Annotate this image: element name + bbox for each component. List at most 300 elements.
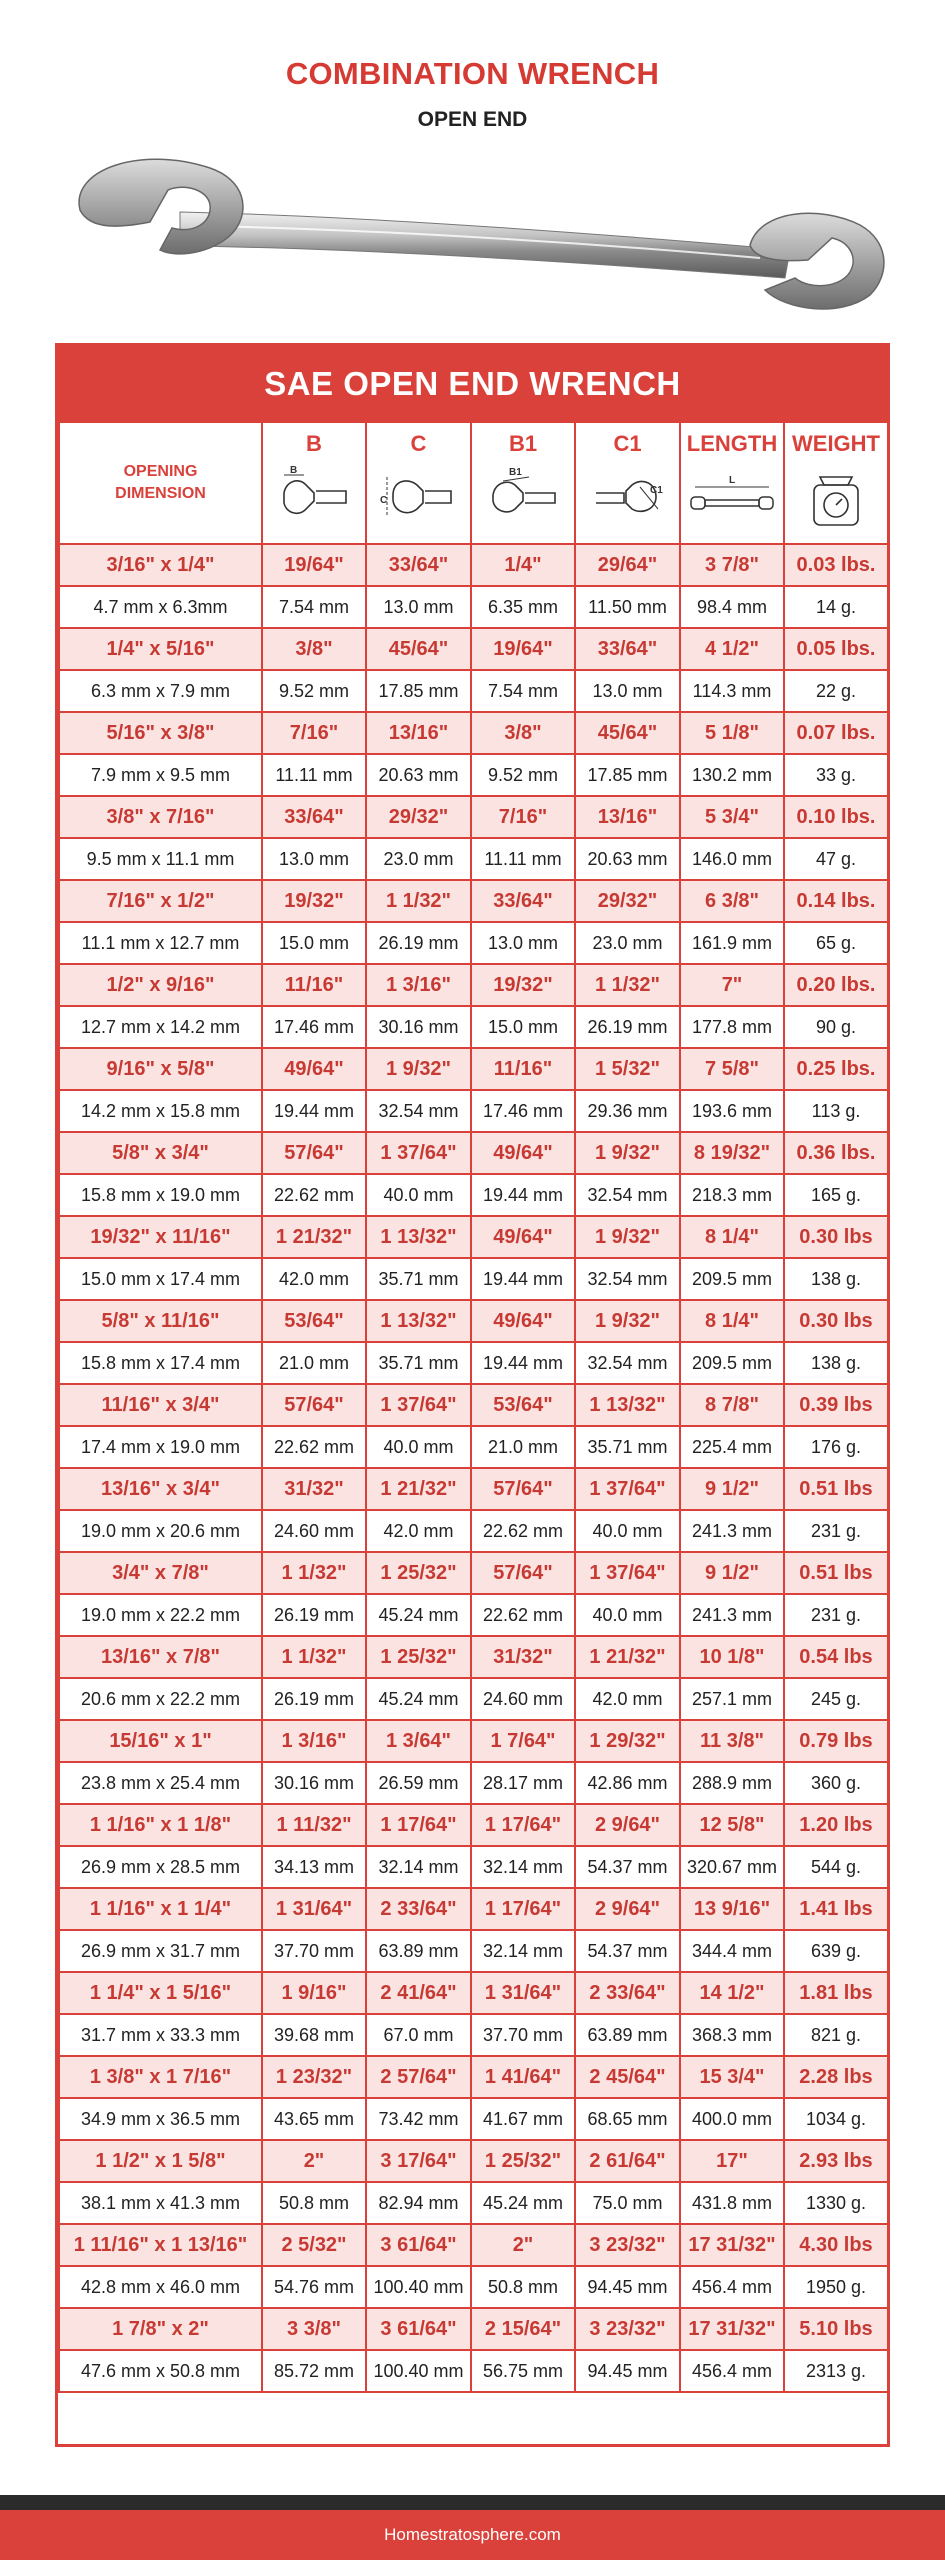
- table-cell: 1.81 lbs: [784, 1972, 888, 2014]
- table-cell: 67.0 mm: [366, 2014, 471, 2056]
- table-cell: 17 31/32": [680, 2308, 784, 2350]
- table-cell: 17.46 mm: [471, 1090, 575, 1132]
- table-cell: 35.71 mm: [575, 1426, 680, 1468]
- metric-row: [59, 922, 888, 964]
- table-cell: 177.8 mm: [680, 1006, 784, 1048]
- wrench-size-table: [58, 421, 889, 2393]
- table-cell: 0.39 lbs: [784, 1384, 888, 1426]
- sae-row: [59, 796, 888, 838]
- table-cell: 1 9/32": [366, 1048, 471, 1090]
- metric-row: [59, 1174, 888, 1216]
- table-cell: 45.24 mm: [366, 1678, 471, 1720]
- table-cell: 63.89 mm: [366, 1930, 471, 1972]
- table-cell: 0.25 lbs.: [784, 1048, 888, 1090]
- table-cell: 24.60 mm: [471, 1678, 575, 1720]
- table-cell: 10 1/8": [680, 1636, 784, 1678]
- table-cell: 146.0 mm: [680, 838, 784, 880]
- sae-wrench-table: [55, 343, 890, 2447]
- table-cell: 8 7/8": [680, 1384, 784, 1426]
- table-cell: 32.14 mm: [471, 1930, 575, 1972]
- table-cell: 50.8 mm: [262, 2182, 366, 2224]
- metric-row: [59, 1762, 888, 1804]
- table-cell: 49/64": [471, 1300, 575, 1342]
- table-cell: 1.20 lbs: [784, 1804, 888, 1846]
- table-cell: 1 9/32": [575, 1132, 680, 1174]
- table-cell: 4.30 lbs: [784, 2224, 888, 2266]
- table-cell: 1 31/64": [262, 1888, 366, 1930]
- table-cell: 456.4 mm: [680, 2350, 784, 2392]
- table-cell: 1 1/4" x 1 5/16": [59, 1972, 262, 2014]
- table-cell: 0.10 lbs.: [784, 796, 888, 838]
- table-cell: 2 9/64": [575, 1804, 680, 1846]
- table-cell: 32.54 mm: [366, 1090, 471, 1132]
- sae-row: [59, 1132, 888, 1174]
- table-cell: 14.2 mm x 15.8 mm: [59, 1090, 262, 1132]
- table-cell: 5 1/8": [680, 712, 784, 754]
- sae-row: [59, 628, 888, 670]
- footer: [0, 2495, 945, 2560]
- table-cell: 32.54 mm: [575, 1342, 680, 1384]
- table-cell: 33 g.: [784, 754, 888, 796]
- table-cell: 218.3 mm: [680, 1174, 784, 1216]
- table-cell: 360 g.: [784, 1762, 888, 1804]
- table-cell: 22.62 mm: [262, 1426, 366, 1468]
- sae-row: [59, 1636, 888, 1678]
- table-cell: 6.3 mm x 7.9 mm: [59, 670, 262, 712]
- table-cell: 17.4 mm x 19.0 mm: [59, 1426, 262, 1468]
- table-cell: 5 3/4": [680, 796, 784, 838]
- table-cell: 2 61/64": [575, 2140, 680, 2182]
- table-cell: 2 9/64": [575, 1888, 680, 1930]
- table-cell: 0.30 lbs: [784, 1216, 888, 1258]
- table-cell: 320.67 mm: [680, 1846, 784, 1888]
- table-cell: 20.63 mm: [366, 754, 471, 796]
- table-cell: 34.9 mm x 36.5 mm: [59, 2098, 262, 2140]
- b1-header: B1 B1: [471, 422, 575, 544]
- table-cell: 1 21/32": [575, 1636, 680, 1678]
- table-cell: 50.8 mm: [471, 2266, 575, 2308]
- table-cell: 19.44 mm: [262, 1090, 366, 1132]
- sae-row: [59, 1804, 888, 1846]
- table-cell: 0.07 lbs.: [784, 712, 888, 754]
- table-cell: 13/16": [575, 796, 680, 838]
- table-cell: 29/32": [575, 880, 680, 922]
- table-cell: 1 5/32": [575, 1048, 680, 1090]
- page-subtitle: OPEN END: [417, 108, 528, 131]
- length-header: LENGTH L: [680, 422, 784, 544]
- table-cell: 20.6 mm x 22.2 mm: [59, 1678, 262, 1720]
- table-cell: 19.44 mm: [471, 1174, 575, 1216]
- table-cell: 0.14 lbs.: [784, 880, 888, 922]
- sae-row: [59, 1300, 888, 1342]
- table-cell: 37.70 mm: [471, 2014, 575, 2056]
- table-cell: 114.3 mm: [680, 670, 784, 712]
- table-cell: 3 23/32": [575, 2224, 680, 2266]
- metric-row: [59, 1930, 888, 1972]
- table-cell: 31/32": [471, 1636, 575, 1678]
- sae-row: [59, 1972, 888, 2014]
- table-cell: 54.76 mm: [262, 2266, 366, 2308]
- table-cell: 176 g.: [784, 1426, 888, 1468]
- table-cell: 22.62 mm: [471, 1594, 575, 1636]
- table-cell: 34.13 mm: [262, 1846, 366, 1888]
- footer-credit: Homestratosphere.com: [0, 2510, 945, 2560]
- table-cell: 1 1/16" x 1 1/8": [59, 1804, 262, 1846]
- table-cell: 28.17 mm: [471, 1762, 575, 1804]
- table-cell: 21.0 mm: [262, 1342, 366, 1384]
- table-cell: 3 61/64": [366, 2224, 471, 2266]
- table-cell: 65 g.: [784, 922, 888, 964]
- svg-text:B: B: [290, 465, 298, 476]
- table-cell: 40.0 mm: [575, 1594, 680, 1636]
- table-cell: 400.0 mm: [680, 2098, 784, 2140]
- table-cell: 53/64": [471, 1384, 575, 1426]
- table-cell: 1 9/16": [262, 1972, 366, 2014]
- table-cell: 231 g.: [784, 1510, 888, 1552]
- table-cell: 1 21/32": [262, 1216, 366, 1258]
- table-cell: 37.70 mm: [262, 1930, 366, 1972]
- table-cell: 13.0 mm: [262, 838, 366, 880]
- table-cell: 26.19 mm: [262, 1678, 366, 1720]
- table-cell: 6.35 mm: [471, 586, 575, 628]
- table-cell: 368.3 mm: [680, 2014, 784, 2056]
- metric-row: [59, 670, 888, 712]
- wrench-illustration: [60, 150, 890, 320]
- metric-row: [59, 586, 888, 628]
- table-cell: 1 3/16": [262, 1720, 366, 1762]
- table-cell: 1034 g.: [784, 2098, 888, 2140]
- table-cell: 1 17/64": [471, 1888, 575, 1930]
- metric-row: [59, 1258, 888, 1300]
- table-cell: 42.8 mm x 46.0 mm: [59, 2266, 262, 2308]
- table-cell: 40.0 mm: [575, 1510, 680, 1552]
- table-cell: 29.36 mm: [575, 1090, 680, 1132]
- table-cell: 1 7/8" x 2": [59, 2308, 262, 2350]
- table-cell: 33/64": [575, 628, 680, 670]
- table-cell: 33/64": [262, 796, 366, 838]
- table-cell: 26.19 mm: [366, 922, 471, 964]
- table-cell: 75.0 mm: [575, 2182, 680, 2224]
- table-cell: 8 19/32": [680, 1132, 784, 1174]
- table-cell: 32.14 mm: [471, 1846, 575, 1888]
- table-cell: 29/64": [575, 544, 680, 586]
- table-cell: 13/16" x 7/8": [59, 1636, 262, 1678]
- table-cell: 0.03 lbs.: [784, 544, 888, 586]
- table-cell: 544 g.: [784, 1846, 888, 1888]
- length-icon: [687, 463, 777, 533]
- metric-row: [59, 1006, 888, 1048]
- table-cell: 11.11 mm: [262, 754, 366, 796]
- table-cell: 100.40 mm: [366, 2266, 471, 2308]
- table-cell: 13.0 mm: [366, 586, 471, 628]
- metric-row: [59, 2182, 888, 2224]
- table-cell: 19.44 mm: [471, 1258, 575, 1300]
- table-cell: 11/16": [471, 1048, 575, 1090]
- table-cell: 7/16" x 1/2": [59, 880, 262, 922]
- table-cell: 14 1/2": [680, 1972, 784, 2014]
- table-cell: 8 1/4": [680, 1216, 784, 1258]
- table-cell: 9.52 mm: [471, 754, 575, 796]
- table-cell: 15.8 mm x 19.0 mm: [59, 1174, 262, 1216]
- table-cell: 41.67 mm: [471, 2098, 575, 2140]
- table-cell: 19.44 mm: [471, 1342, 575, 1384]
- table-cell: 9 1/2": [680, 1552, 784, 1594]
- table-cell: 19/32": [262, 880, 366, 922]
- table-cell: 31/32": [262, 1468, 366, 1510]
- table-cell: 209.5 mm: [680, 1342, 784, 1384]
- sae-row: [59, 1048, 888, 1090]
- table-cell: 1 9/32": [575, 1300, 680, 1342]
- table-cell: 257.1 mm: [680, 1678, 784, 1720]
- table-cell: 3 7/8": [680, 544, 784, 586]
- table-cell: 26.59 mm: [366, 1762, 471, 1804]
- table-cell: 1 1/32": [366, 880, 471, 922]
- table-cell: 15 3/4": [680, 2056, 784, 2098]
- metric-row: [59, 2014, 888, 2056]
- sae-row: [59, 544, 888, 586]
- table-cell: 1/2" x 9/16": [59, 964, 262, 1006]
- table-cell: 138 g.: [784, 1258, 888, 1300]
- jaw-b1-icon: [483, 463, 563, 533]
- table-cell: 0.36 lbs.: [784, 1132, 888, 1174]
- metric-row: [59, 2098, 888, 2140]
- table-cell: 1 7/64": [471, 1720, 575, 1762]
- table-cell: 3 17/64": [366, 2140, 471, 2182]
- table-cell: 1/4" x 5/16": [59, 628, 262, 670]
- table-cell: 57/64": [262, 1384, 366, 1426]
- table-cell: 344.4 mm: [680, 1930, 784, 1972]
- table-cell: 1 1/32": [262, 1636, 366, 1678]
- table-cell: 1 17/64": [471, 1804, 575, 1846]
- table-cell: 9/16" x 5/8": [59, 1048, 262, 1090]
- table-cell: 5.10 lbs: [784, 2308, 888, 2350]
- table-cell: 1 37/64": [575, 1552, 680, 1594]
- table-cell: 2 33/64": [366, 1888, 471, 1930]
- table-cell: 0.54 lbs: [784, 1636, 888, 1678]
- table-cell: 49/64": [262, 1048, 366, 1090]
- table-cell: 9.52 mm: [262, 670, 366, 712]
- table-cell: 3/4" x 7/8": [59, 1552, 262, 1594]
- table-cell: 23.0 mm: [366, 838, 471, 880]
- table-cell: 7.54 mm: [262, 586, 366, 628]
- table-cell: 1 1/32": [262, 1552, 366, 1594]
- sae-row: [59, 712, 888, 754]
- table-cell: 29/32": [366, 796, 471, 838]
- table-cell: 63.89 mm: [575, 2014, 680, 2056]
- table-cell: 13/16" x 3/4": [59, 1468, 262, 1510]
- table-cell: 1 37/64": [575, 1468, 680, 1510]
- table-cell: 1 25/32": [366, 1636, 471, 1678]
- table-cell: 32.14 mm: [366, 1846, 471, 1888]
- table-cell: 1 13/32": [575, 1384, 680, 1426]
- scale-icon: [796, 463, 876, 533]
- metric-row: [59, 1090, 888, 1132]
- table-cell: 3/16" x 1/4": [59, 544, 262, 586]
- table-cell: 1 13/32": [366, 1216, 471, 1258]
- table-cell: 2 5/32": [262, 2224, 366, 2266]
- table-cell: 3/8": [471, 712, 575, 754]
- table-cell: 0.51 lbs: [784, 1552, 888, 1594]
- sae-row: [59, 2308, 888, 2350]
- table-cell: 73.42 mm: [366, 2098, 471, 2140]
- table-cell: 4 1/2": [680, 628, 784, 670]
- table-cell: 90 g.: [784, 1006, 888, 1048]
- table-cell: 19/32" x 11/16": [59, 1216, 262, 1258]
- table-cell: 57/64": [262, 1132, 366, 1174]
- table-cell: 1 13/32": [366, 1300, 471, 1342]
- table-cell: 32.54 mm: [575, 1258, 680, 1300]
- table-body: [59, 544, 888, 2392]
- table-cell: 1 37/64": [366, 1132, 471, 1174]
- table-cell: 5/16" x 3/8": [59, 712, 262, 754]
- sae-row: [59, 1468, 888, 1510]
- c-header: C C: [366, 422, 471, 544]
- table-cell: 15.8 mm x 17.4 mm: [59, 1342, 262, 1384]
- table-cell: 7": [680, 964, 784, 1006]
- table-cell: 57/64": [471, 1468, 575, 1510]
- table-cell: 19/64": [471, 628, 575, 670]
- table-cell: 26.19 mm: [262, 1594, 366, 1636]
- sae-row: [59, 1552, 888, 1594]
- table-cell: 1 11/16" x 1 13/16": [59, 2224, 262, 2266]
- table-cell: 9 1/2": [680, 1468, 784, 1510]
- table-cell: 19/32": [471, 964, 575, 1006]
- table-cell: 3/8": [262, 628, 366, 670]
- table-cell: 20.63 mm: [575, 838, 680, 880]
- table-cell: 11.50 mm: [575, 586, 680, 628]
- table-cell: 11/16": [262, 964, 366, 1006]
- table-cell: 193.6 mm: [680, 1090, 784, 1132]
- table-cell: 53/64": [262, 1300, 366, 1342]
- table-cell: 7.54 mm: [471, 670, 575, 712]
- table-cell: 821 g.: [784, 2014, 888, 2056]
- table-cell: 23.0 mm: [575, 922, 680, 964]
- table-cell: 241.3 mm: [680, 1594, 784, 1636]
- table-cell: 1 23/32": [262, 2056, 366, 2098]
- table-cell: 15.0 mm x 17.4 mm: [59, 1258, 262, 1300]
- table-cell: 639 g.: [784, 1930, 888, 1972]
- table-cell: 5/8" x 3/4": [59, 1132, 262, 1174]
- table-cell: 1 21/32": [366, 1468, 471, 1510]
- table-cell: 11/16" x 3/4": [59, 1384, 262, 1426]
- table-cell: 17 31/32": [680, 2224, 784, 2266]
- table-cell: 1 3/16": [366, 964, 471, 1006]
- table-cell: 47.6 mm x 50.8 mm: [59, 2350, 262, 2392]
- table-cell: 19.0 mm x 22.2 mm: [59, 1594, 262, 1636]
- table-cell: 26.9 mm x 28.5 mm: [59, 1846, 262, 1888]
- table-cell: 6 3/8": [680, 880, 784, 922]
- table-cell: 17.85 mm: [366, 670, 471, 712]
- weight-header: WEIGHT: [784, 422, 888, 544]
- table-cell: 24.60 mm: [262, 1510, 366, 1552]
- jaw-c-icon: [379, 463, 459, 533]
- table-cell: 15.0 mm: [262, 922, 366, 964]
- table-cell: 42.86 mm: [575, 1762, 680, 1804]
- table-cell: 26.9 mm x 31.7 mm: [59, 1930, 262, 1972]
- table-cell: 1 25/32": [366, 1552, 471, 1594]
- table-cell: 138 g.: [784, 1342, 888, 1384]
- svg-text:B1: B1: [509, 467, 522, 478]
- table-cell: 431.8 mm: [680, 2182, 784, 2224]
- table-cell: 13 9/16": [680, 1888, 784, 1930]
- table-cell: 4.7 mm x 6.3mm: [59, 586, 262, 628]
- svg-text:L: L: [729, 475, 736, 486]
- table-cell: 161.9 mm: [680, 922, 784, 964]
- table-cell: 54.37 mm: [575, 1930, 680, 1972]
- table-cell: 0.30 lbs: [784, 1300, 888, 1342]
- table-cell: 0.51 lbs: [784, 1468, 888, 1510]
- table-cell: 12 5/8": [680, 1804, 784, 1846]
- table-cell: 19/64": [262, 544, 366, 586]
- table-cell: 3 23/32": [575, 2308, 680, 2350]
- table-cell: 2.93 lbs: [784, 2140, 888, 2182]
- table-cell: 165 g.: [784, 1174, 888, 1216]
- table-cell: 2 45/64": [575, 2056, 680, 2098]
- table-cell: 241.3 mm: [680, 1510, 784, 1552]
- table-cell: 68.65 mm: [575, 2098, 680, 2140]
- table-cell: 49/64": [471, 1132, 575, 1174]
- metric-row: [59, 1846, 888, 1888]
- table-cell: 15.0 mm: [471, 1006, 575, 1048]
- table-cell: 1.41 lbs: [784, 1888, 888, 1930]
- table-cell: 82.94 mm: [366, 2182, 471, 2224]
- table-cell: 0.20 lbs.: [784, 964, 888, 1006]
- table-cell: 15/16" x 1": [59, 1720, 262, 1762]
- table-cell: 2 41/64": [366, 1972, 471, 2014]
- sae-row: [59, 2140, 888, 2182]
- table-cell: 7/16": [262, 712, 366, 754]
- table-cell: 7/16": [471, 796, 575, 838]
- c1-header: C1 C1: [575, 422, 680, 544]
- table-cell: 2": [262, 2140, 366, 2182]
- table-cell: 43.65 mm: [262, 2098, 366, 2140]
- footer-divider: [0, 2495, 945, 2510]
- sae-row: [59, 1720, 888, 1762]
- sae-row: [59, 2224, 888, 2266]
- table-cell: 13.0 mm: [575, 670, 680, 712]
- table-cell: 1 1/2" x 1 5/8": [59, 2140, 262, 2182]
- table-cell: 14 g.: [784, 586, 888, 628]
- table-header-row: [59, 422, 888, 544]
- table-cell: 94.45 mm: [575, 2266, 680, 2308]
- table-cell: 245 g.: [784, 1678, 888, 1720]
- table-cell: 45/64": [366, 628, 471, 670]
- table-cell: 100.40 mm: [366, 2350, 471, 2392]
- table-cell: 1950 g.: [784, 2266, 888, 2308]
- table-cell: 45.24 mm: [366, 1594, 471, 1636]
- table-cell: 0.05 lbs.: [784, 628, 888, 670]
- table-cell: 2 57/64": [366, 2056, 471, 2098]
- table-cell: 456.4 mm: [680, 2266, 784, 2308]
- sae-row: [59, 964, 888, 1006]
- table-cell: 1 25/32": [471, 2140, 575, 2182]
- table-cell: 2.28 lbs: [784, 2056, 888, 2098]
- metric-row: [59, 1678, 888, 1720]
- table-cell: 17.85 mm: [575, 754, 680, 796]
- table-cell: 113 g.: [784, 1090, 888, 1132]
- table-cell: 1330 g.: [784, 2182, 888, 2224]
- table-cell: 40.0 mm: [366, 1426, 471, 1468]
- metric-row: [59, 1594, 888, 1636]
- table-cell: 42.0 mm: [366, 1510, 471, 1552]
- table-cell: 2 33/64": [575, 1972, 680, 2014]
- table-cell: 17.46 mm: [262, 1006, 366, 1048]
- table-cell: 8 1/4": [680, 1300, 784, 1342]
- table-cell: 30.16 mm: [366, 1006, 471, 1048]
- table-cell: 31.7 mm x 33.3 mm: [59, 2014, 262, 2056]
- table-cell: 2 15/64": [471, 2308, 575, 2350]
- table-cell: 1/4": [471, 544, 575, 586]
